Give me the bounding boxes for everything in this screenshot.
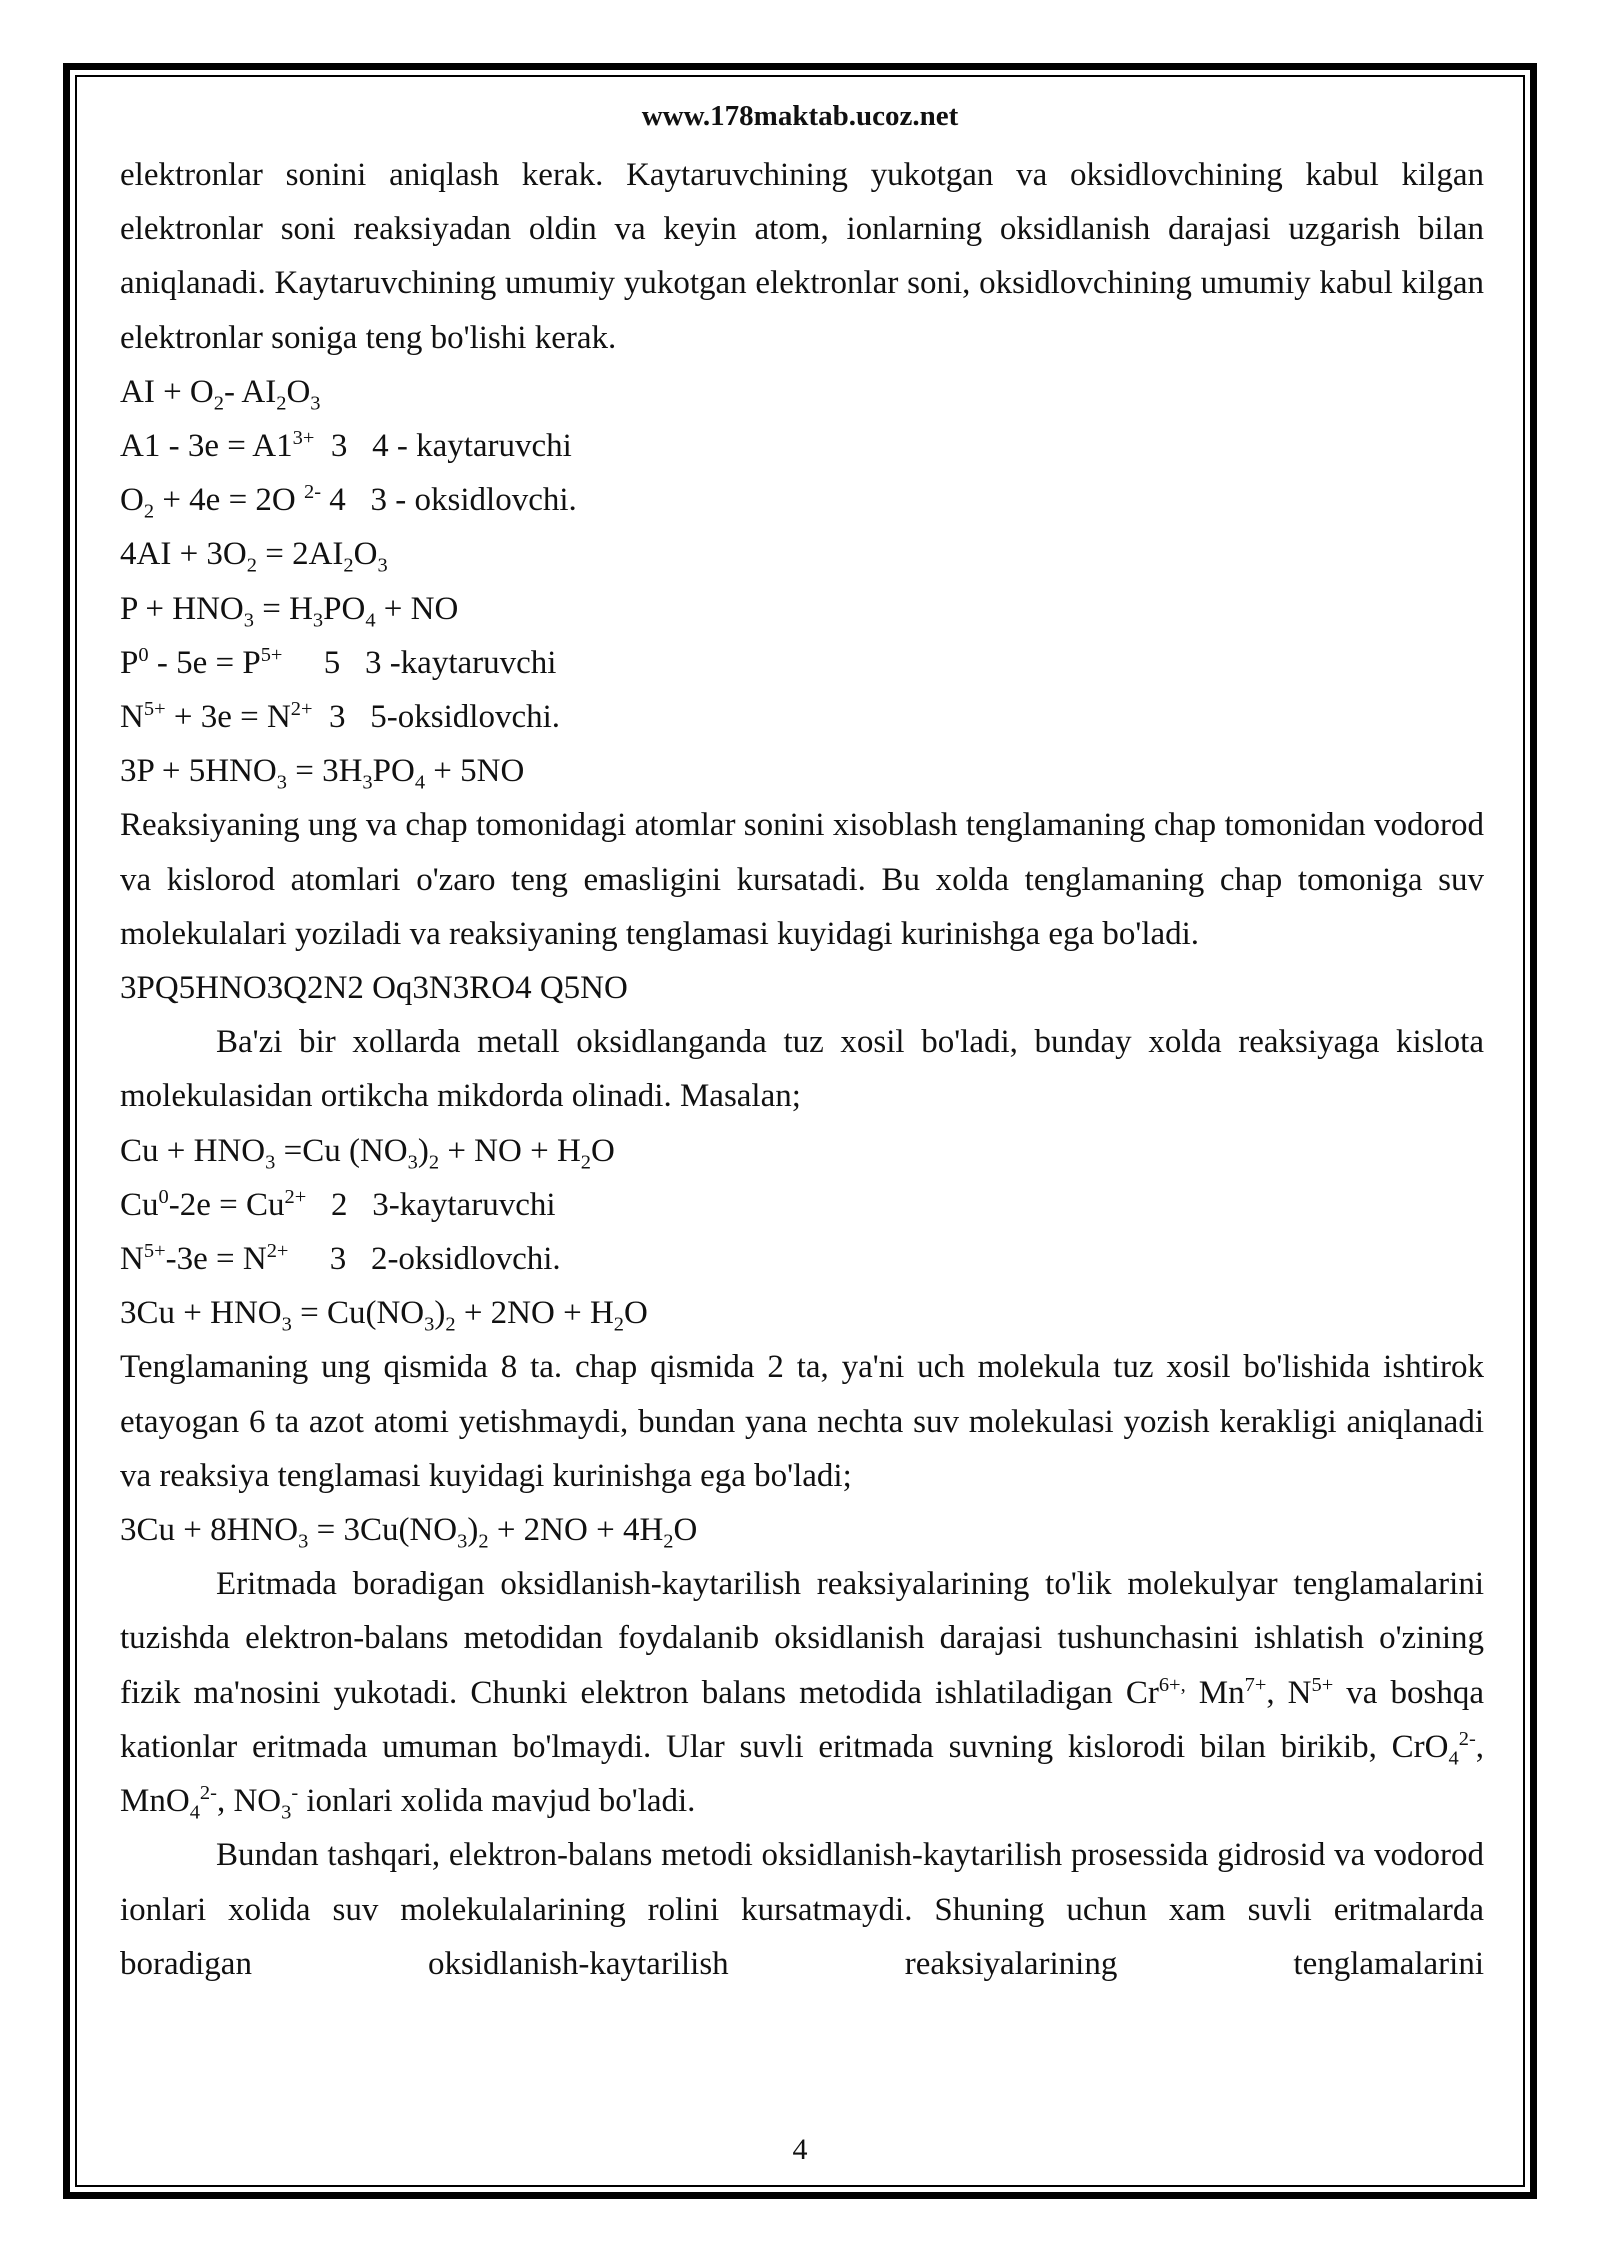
equation-al-scheme: AI + $O_2-$ $AI_2O_3$ <box>120 373 321 415</box>
paragraph-metal-oxidation: Ba'zi bir xollarda metall oksidlanganda tuz xosil bo'ladi, bunday xolda reaksiyaga kislota molekulasidan ortikcha mikdorda olinadi. Masalan; <box>120 1024 1484 1115</box>
equation-o-reduction: $O_2 + 4e = 2O$ $^{2-}$ 4 3 - oksidlovchi. <box>120 481 577 523</box>
ion-list-anions: CrO$_4^{2-}$, MnO$_4^{2-}$, $NO_3^-$ <box>120 1727 1484 1824</box>
equation-n-reduction-1: $N^{5+} + 3e = N^{2+}$ 3 5-oksidlovchi. <box>120 698 561 736</box>
equation-n-reduction-2: $N^{5+}-3e = N^{2+}$ 3 2-oksidlovchi. <box>120 1240 561 1278</box>
page-content <box>120 148 1484 1991</box>
equation-cu-partial: $3Cu + HNO_3 = Cu(NO_3)_2 + 2NO + H_2O$ <box>120 1295 648 1336</box>
paragraph-atom-balance: Reaksiyaning ung va chap tomonidagi atomlar sonini xisoblash tenglamaning chap tomonidan vodorod va kislorod atomlari o'zaro teng emasligini kursatadi. Bu xolda tenglamaning chap tomoniga suv molekulalari yoziladi va reaksiyaning tenglamasi kuyidagi kurinishga ega bo'ladi. <box>120 807 1484 952</box>
paragraph-electron-balance-limits: Bundan tashqari, elektron-balans metodi oksidlanish-kaytarilish prosessida gidrosid va vodorod ionlari xolida suv molekulalarining rolini kursatmaydi. Shuning uchun xam suvli eritmalarda boradigan oksidlanish-kaytarilish reaksiyalarining tenglamalarini <box>120 1837 1484 1982</box>
equation-al-final: $4AI + 3O_2 = 2AI_2O_3$ <box>120 536 388 578</box>
equation-p-final: $3P + 5HNO_3 = 3H_3PO_4 + 5NO$ <box>120 753 525 794</box>
equation-p-scheme: $P + HNO_3 = H_3PO_4$ + NO <box>120 590 459 632</box>
website-header: www.178maktab.ucoz.net <box>641 100 959 132</box>
equation-p-oxidation: $P^0 - 5e = P^{5+}$ 5 3 -kaytaruvchi <box>120 643 557 681</box>
paragraph-solution-reactions: Eritmada boradigan oksidlanish-kaytarilish reaksiyalarining to'lik molekulyar tenglamalarini tuzishda elektron-balans metodidan foydalanib oksidlanish darajasi tushunchasini ishlatish o'zining fizik ma'nosini yukotadi. Chunki elektron balans metodida ishlatiladigan $Cr^{6+,}$ $Mn^{7+}$, $N^{5+}$ va boshqa kationlar eritmada umuman bo'lmaydi. Ular suvli eritmada suvning kislorodi bilan birikib, CrO$_4^{2-}$, MnO$_4^{2-}$, $NO_3^-$ ionlari xolida mavjud bo'ladi. <box>120 1566 1484 1824</box>
equation-garbled: 3PQ5HNO3Q2N2 Oq3N3RO4 Q5NO <box>120 970 628 1007</box>
paragraph-electron-count: elektronlar sonini aniqlash kerak. Kaytaruvchining yukotgan va oksidlovchining kabul kilgan elektronlar soni reaksiyadan oldin va keyin atom, ionlarning oksidlanish darajasi uzgarish bilan aniqlanadi. Kaytaruvchining umumiy yukotgan elektronlar soni, oksidlovchining umumiy kabul kilgan elektronlar soniga teng bo'lishi kerak. <box>120 157 1484 356</box>
equation-al-oxidation: $A1 - 3e = A1^{3+}$ 3 4 - kaytaruvchi <box>120 427 572 465</box>
equation-cu-oxidation: $Cu^0-2e = Cu^{2+}$ 2 3-kaytaruvchi <box>120 1185 556 1223</box>
ion-list-cations: $Cr^{6+,}$ $Mn^{7+}$, $N^{5+}$ <box>1125 1673 1334 1711</box>
paragraph-nitrogen-count: Tenglamaning ung qismida 8 ta. chap qismida 2 ta, ya'ni uch molekula tuz xosil bo'lishida ishtirok etayogan 6 ta azot atomi yetishmaydi, bundan yana nechta suv molekulasi yozish kerakligi aniqlanadi va reaksiya tenglamasi kuyidagi kurinishga ega bo'ladi; <box>120 1349 1484 1494</box>
page-number: 4 <box>792 2133 808 2166</box>
equation-cu-scheme: $Cu + HNO_3 =Cu$ $(NO_3)_2$ + NO + $H_2O$ <box>120 1132 615 1174</box>
equation-cu-final: $3Cu + 8HNO_3 = 3Cu(NO_3)_2 + 2NO + 4H_2O$ <box>120 1512 698 1553</box>
